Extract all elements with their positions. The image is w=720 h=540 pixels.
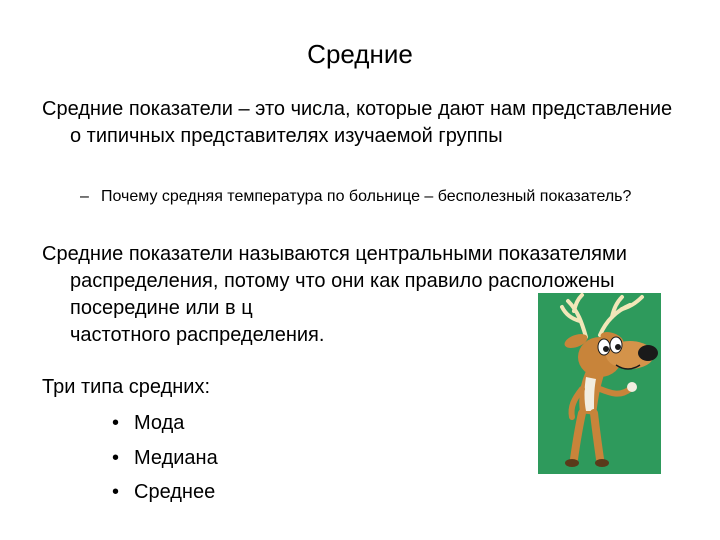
dash-marker: – xyxy=(80,188,89,205)
types-heading: Три типа средних: xyxy=(42,376,211,398)
types-list xyxy=(112,406,218,510)
list-item-mean: • Среднее xyxy=(112,475,218,510)
paragraph-definition: Средние показатели – это числа, которые дают нам представление о типичных представителях изучаемой группы xyxy=(42,98,673,147)
sub-bullet-question xyxy=(80,186,681,208)
list-item-median: • Медиана xyxy=(112,441,218,476)
paragraph-central-tail: частотного распределения. xyxy=(70,324,325,346)
list-item-mode: • Мода xyxy=(112,406,218,441)
deer-illustration xyxy=(538,293,661,474)
paragraph-central-text: Средние показатели называются центральными показателями распределения, потому что они как правило расположены посередине или в ц xyxy=(42,243,627,319)
slide-title: Средние xyxy=(307,39,413,69)
deer-icon xyxy=(538,293,661,474)
sub-bullet-text: Почему средняя температура по больнице – бесполезный показатель? xyxy=(101,188,632,205)
